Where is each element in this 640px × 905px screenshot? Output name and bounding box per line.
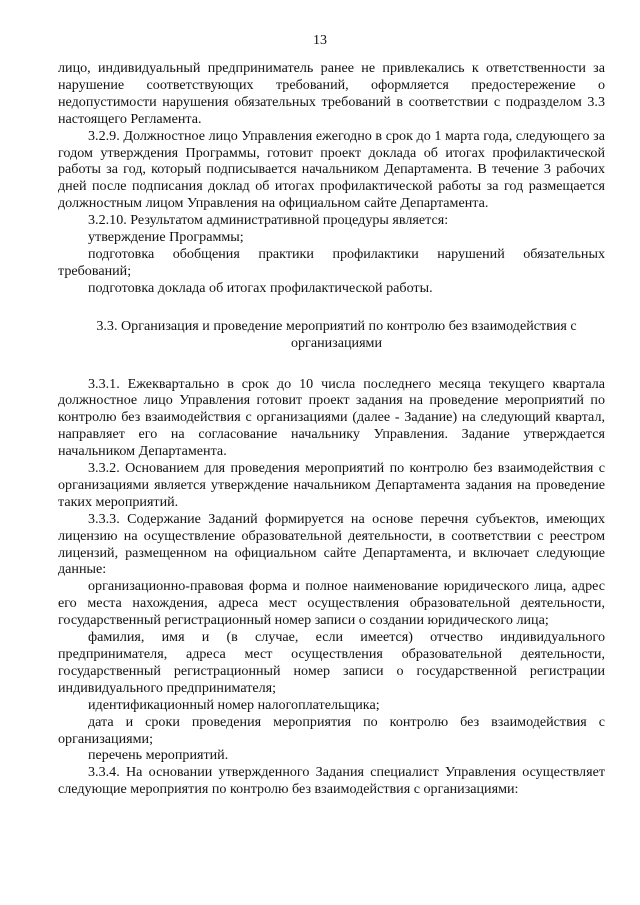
list-item-legal-entity-data: организационно-правовая форма и полное наименование юридического лица, адрес его места нахождения, адреса мест осуществления образовательной деятельности, государственный регистрационный номер записи о создании юридического лица; [58, 578, 605, 629]
section-heading-3-3: 3.3. Организация и проведение мероприятий по контролю без взаимодействия с организациями [96, 317, 577, 351]
list-item-dates: дата и сроки проведения мероприятия по контролю без взаимодействия с организациями; [58, 713, 605, 747]
paragraph-3-3-4: 3.3.4. На основании утвержденного Задания специалист Управления осуществляет следующие мероприятия по контролю без взаимодействия с организациями: [58, 764, 605, 798]
list-item-report-preparation: подготовка доклада об итогах профилактической работы. [88, 279, 433, 296]
list-item-entrepreneur-data: фамилия, имя и (в случае, если имеется) отчество индивидуального предпринимателя, адреса мест осуществления образовательной деятельности, государственный регистрационный номер записи о государственной регистрации индивидуального предпринимателя; [58, 629, 605, 696]
paragraph-3-3-2: 3.3.2. Основанием для проведения мероприятий по контролю без взаимодействия с организациями является утверждение начальником Департамента задания на проведение таких мероприятий. [58, 460, 605, 510]
paragraph-3-3-1: 3.3.1. Ежеквартально в срок до 10 числа последнего месяца текущего квартала должностное лицо Управления готовит проект задания на проведение мероприятий по контролю без взаимодействия с организациями (далее - Задание) на следующий квартал, направляет его на согласование начальнику Управления. Задание утверждается начальником Департамента. [58, 375, 605, 460]
document-body [58, 60, 605, 798]
paragraph-3-3-3: 3.3.3. Содержание Заданий формируется на основе перечня субъектов, имеющих лицензию на осуществление образовательной деятельности, в соответствии с реестром лицензий, размещенном на официальном сайте Департамента, и включает следующие данные: [58, 510, 605, 578]
list-item-practice-summary: подготовка обобщения практики профилактики нарушений обязательных требований; [58, 245, 605, 279]
page-number: 13 [313, 33, 327, 48]
list-item-taxpayer-id: идентификационный номер налогоплательщика; [88, 696, 380, 713]
list-item-measures-list: перечень мероприятий. [88, 747, 229, 764]
paragraph-3-2-9: 3.2.9. Должностное лицо Управления ежегодно в срок до 1 марта года, следующего за годом утверждения Программы, готовит проект доклада об итогах профилактической работы за год, который подписывается начальником Департамента. В течение 3 рабочих дней после подписания доклад об итогах профилактической работы за год размещается должностным лицом Управления на официальном сайте Департамента. [58, 127, 605, 212]
paragraph-continuation: лицо, индивидуальный предприниматель ранее не привлекались к ответственности за нарушение соответствующих требований, оформляется предостережение о недопустимости нарушения обязательных требований в соответствии с подразделом 3.3 настоящего Регламента. [58, 60, 605, 127]
list-item-program-approval: утверждение Программы; [88, 229, 244, 246]
paragraph-3-2-10: 3.2.10. Результатом административной процедуры является: [88, 212, 449, 229]
